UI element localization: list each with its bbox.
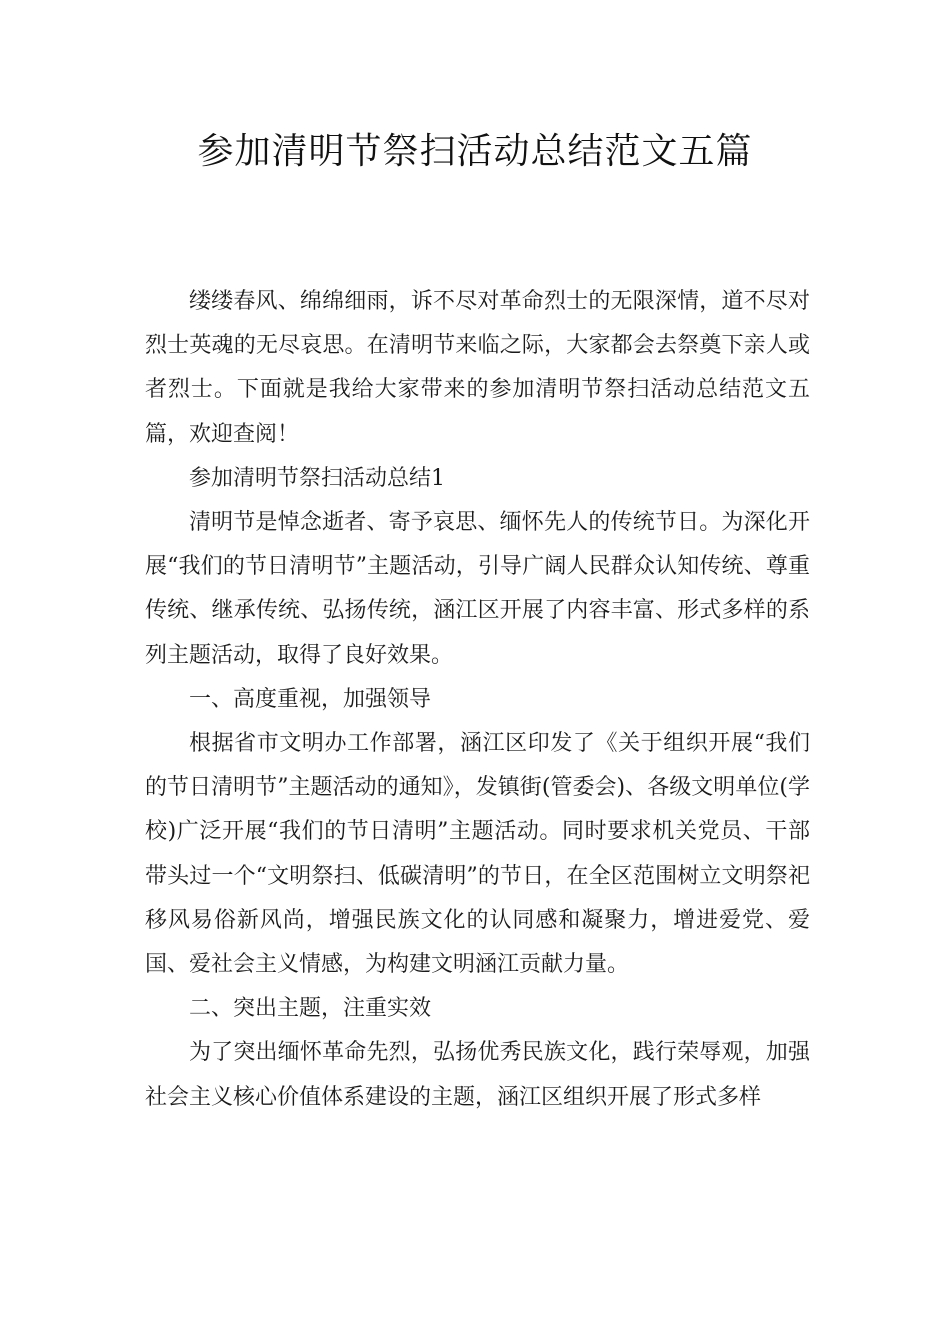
section-heading-summary-1: 参加清明节祭扫活动总结1 [189, 465, 445, 491]
body-paragraph: 清明节是悼念逝者、寄予哀思、缅怀先人的传统节日。为深化开展“我们的节日清明节”主题活动，引导广阔人民群众认知传统、尊重传统、继承传统、弘扬传统，涵江区开展了内容丰富、形式多样的系列主题活动，取得了良好效果。 [145, 510, 810, 668]
section-heading-1: 一、高度重视，加强领导 [189, 686, 432, 712]
body-paragraph: 为了突出缅怀革命先烈，弘扬优秀民族文化，践行荣辱观，加强社会主义核心价值体系建设的主题，涵江区组织开展了形式多样 [145, 1040, 810, 1110]
body-paragraph: 根据省市文明办工作部署，涵江区印发了《关于组织开展“我们的节日清明节”主题活动的通知》，发镇街(管委会)、各级文明单位(学校)广泛开展“我们的节日清明”主题活动。同时要求机关党员、干部带头过一个“文明祭扫、低碳清明”的节日，在全区范围树立文明祭祀移风易俗新风尚，增强民族文化的认同感和凝聚力，增进爱党、爱国、爱社会主义情感，为构建文明涵江贡献力量。 [145, 731, 810, 978]
section-heading-2: 二、突出主题，注重实效 [189, 996, 432, 1022]
intro-paragraph: 缕缕春风、绵绵细雨，诉不尽对革命烈士的无限深情，道不尽对烈士英魂的无尽哀思。在清明节来临之际，大家都会去祭奠下亲人或者烈士。下面就是我给大家带来的参加清明节祭扫活动总结范文五篇，欢迎查阅！ [145, 289, 810, 447]
document-body [145, 280, 810, 1120]
document-title: 参加清明节祭扫活动总结范文五篇 [197, 131, 753, 172]
